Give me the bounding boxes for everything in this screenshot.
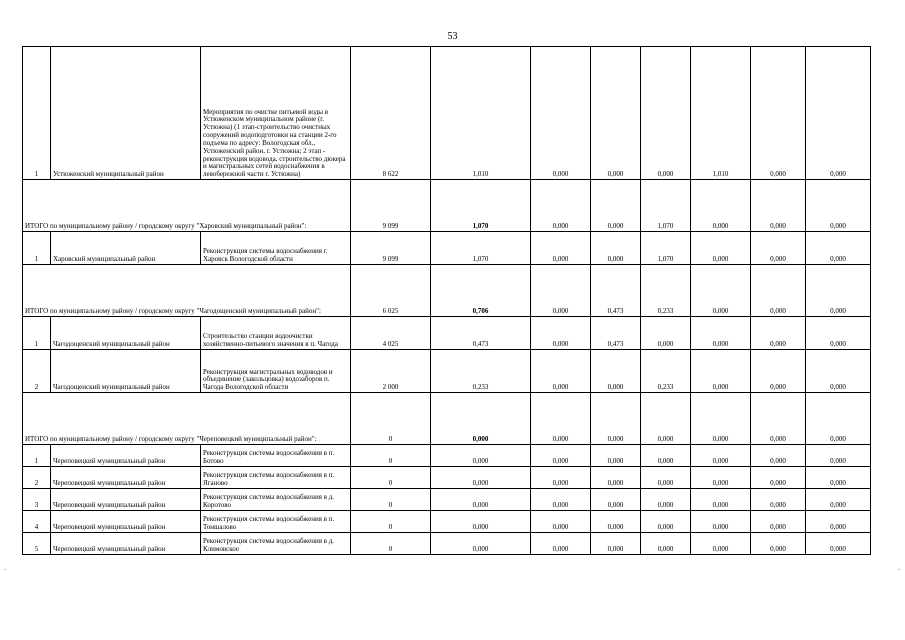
value-cell: 0 [351,393,431,445]
value-cell: 0,000 [641,511,691,533]
value-cell: 0,000 [591,47,641,180]
value-cell: 0,000 [691,467,751,489]
value-cell: 0 [351,445,431,467]
value-cell: 0,000 [591,180,641,232]
value-cell: 0,000 [531,265,591,317]
event-description: Реконструкция системы водоснабжения в д. Коротово [201,489,351,511]
event-description: Реконструкция системы водоснабжения в п. Яганово [201,467,351,489]
value-cell: 0,000 [751,265,806,317]
value-cell: 0,000 [751,350,806,393]
value-cell: 0,473 [591,265,641,317]
value-cell: 0,000 [531,533,591,555]
value-cell: 0,233 [641,265,691,317]
value-cell: 0 [351,511,431,533]
value-cell: 0,000 [751,47,806,180]
district-name: Череповецкий муниципальный район [51,445,201,467]
table-row [23,533,871,555]
table-row [23,511,871,533]
value-cell: 0,233 [641,350,691,393]
event-description: Реконструкция системы водоснабжения г. Харовск Вологодской области [201,232,351,265]
total-label: ИТОГО по муниципальному району / городскому округу "Череповецкий муниципальный район": [23,393,351,445]
value-cell: 0,000 [806,232,871,265]
row-number: 2 [23,350,51,393]
value-cell: 1,010 [431,47,531,180]
value-cell: 0,000 [531,47,591,180]
value-cell: 0,000 [806,467,871,489]
value-cell: 0,000 [591,489,641,511]
value-cell: 0,000 [531,232,591,265]
total-row [23,393,871,445]
value-cell: 8 622 [351,47,431,180]
table-row [23,317,871,350]
event-description: Реконструкция системы водоснабжения в п. Ботово [201,445,351,467]
row-number: 1 [23,232,51,265]
row-number: 1 [23,445,51,467]
value-cell: 0,000 [591,232,641,265]
value-cell: 0,000 [641,445,691,467]
value-cell: 0 [351,489,431,511]
value-cell: 0,000 [751,445,806,467]
value-cell: 0 [351,467,431,489]
value-cell: 0,000 [751,511,806,533]
total-row [23,180,871,232]
value-cell: 0,000 [806,445,871,467]
value-cell: 0,000 [691,445,751,467]
row-number: 1 [23,47,51,180]
value-cell: 0,000 [751,393,806,445]
district-name: Харовский муниципальный район [51,232,201,265]
value-cell: 0,000 [431,533,531,555]
district-name: Череповецкий муниципальный район [51,467,201,489]
value-cell: 0 [351,533,431,555]
event-description: Реконструкция системы водоснабжения в д. Климовское [201,533,351,555]
value-cell: 0,000 [531,317,591,350]
value-cell: 0,000 [691,180,751,232]
table-row [23,47,871,180]
value-cell: 0,000 [591,511,641,533]
value-cell: 0,000 [531,489,591,511]
value-cell: 0,000 [531,467,591,489]
value-cell: 0,000 [691,533,751,555]
value-cell: 0,000 [641,489,691,511]
value-cell: 0,000 [806,317,871,350]
value-cell: 0,000 [691,317,751,350]
table-row [23,445,871,467]
value-cell: 4 025 [351,317,431,350]
total-row [23,265,871,317]
scan-mark-right: · [898,566,901,574]
scan-mark-left: · [4,566,7,574]
value-cell: 0,000 [806,511,871,533]
value-cell: 0,000 [531,511,591,533]
value-cell: 0,000 [691,265,751,317]
value-cell: 0,000 [751,180,806,232]
district-name: Чагодощенский муниципальный район [51,350,201,393]
value-cell: 0,000 [691,511,751,533]
value-cell: 1,010 [691,47,751,180]
value-cell: 0,000 [431,511,531,533]
value-cell: 0,706 [431,265,531,317]
program-table [22,46,871,555]
value-cell: 0,473 [431,317,531,350]
value-cell: 0,000 [531,445,591,467]
value-cell: 0,000 [431,467,531,489]
value-cell: 0,000 [806,350,871,393]
table-row [23,467,871,489]
value-cell: 0,000 [751,489,806,511]
value-cell: 0,000 [751,232,806,265]
value-cell: 0,000 [641,533,691,555]
table-row [23,350,871,393]
value-cell: 0,000 [691,489,751,511]
row-number: 4 [23,511,51,533]
value-cell: 0,000 [751,533,806,555]
value-cell: 0,000 [531,350,591,393]
row-number: 1 [23,317,51,350]
value-cell: 0,000 [591,533,641,555]
value-cell: 0,000 [806,489,871,511]
value-cell: 6 025 [351,265,431,317]
event-description: Строительство станции водоочистки хозяйственно-питьевого значения в п. Чагода [201,317,351,350]
row-number: 5 [23,533,51,555]
value-cell: 9 099 [351,232,431,265]
district-name: Чагодощенский муниципальный район [51,317,201,350]
value-cell: 0,000 [691,350,751,393]
event-description: Реконструкция системы водоснабжения в п. Тоншалово [201,511,351,533]
value-cell: 0,000 [641,393,691,445]
value-cell: 0,000 [531,180,591,232]
value-cell: 0,000 [431,393,531,445]
table-row [23,232,871,265]
district-name: Устюженский муниципальный район [51,47,201,180]
value-cell: 0,000 [806,180,871,232]
value-cell: 0,000 [691,232,751,265]
value-cell: 0,000 [806,393,871,445]
value-cell: 0,000 [806,265,871,317]
value-cell: 0,000 [806,47,871,180]
value-cell: 0,000 [431,445,531,467]
value-cell: 1,070 [641,232,691,265]
event-description: Мероприятия по очистке питьевой воды в Устюженском муниципальном районе (г. Устюжна) (1 этап-строительство очистных сооружений водоподготовки на станции 2-го подъема по адресу: Вологодская обл., Устюженский район, г. Устюжна; 2 этап - реконструкция водовода, строительство дюкера и магистральных сетей водоснабжения в левобережной части г. Устюжна) [201,47,351,180]
value-cell: 0,000 [531,393,591,445]
value-cell: 0,000 [641,317,691,350]
row-number: 3 [23,489,51,511]
value-cell: 0,000 [641,467,691,489]
district-name: Череповецкий муниципальный район [51,489,201,511]
value-cell: 0,000 [431,489,531,511]
value-cell: 0,000 [591,445,641,467]
value-cell: 0,000 [691,393,751,445]
page-number: 53 [447,31,458,42]
total-label: ИТОГО по муниципальному району / городскому округу "Чагодощенский муниципальный район": [23,265,351,317]
district-name: Череповецкий муниципальный район [51,511,201,533]
district-name: Череповецкий муниципальный район [51,533,201,555]
value-cell: 0,000 [641,47,691,180]
value-cell: 0,000 [751,317,806,350]
row-number: 2 [23,467,51,489]
value-cell: 0,233 [431,350,531,393]
value-cell: 2 000 [351,350,431,393]
total-label: ИТОГО по муниципальному району / городскому округу "Харовский муниципальный район": [23,180,351,232]
value-cell: 9 099 [351,180,431,232]
event-description: Реконструкция магистральных водоводов и объединение (закольцовка) водозаборов п. Чагода Вологодской области [201,350,351,393]
value-cell: 1,070 [431,180,531,232]
value-cell: 0,000 [591,350,641,393]
value-cell: 0,000 [751,467,806,489]
value-cell: 0,000 [591,393,641,445]
table-row [23,489,871,511]
value-cell: 0,000 [591,467,641,489]
value-cell: 0,000 [806,533,871,555]
value-cell: 0,473 [591,317,641,350]
value-cell: 1,070 [641,180,691,232]
value-cell: 1,070 [431,232,531,265]
